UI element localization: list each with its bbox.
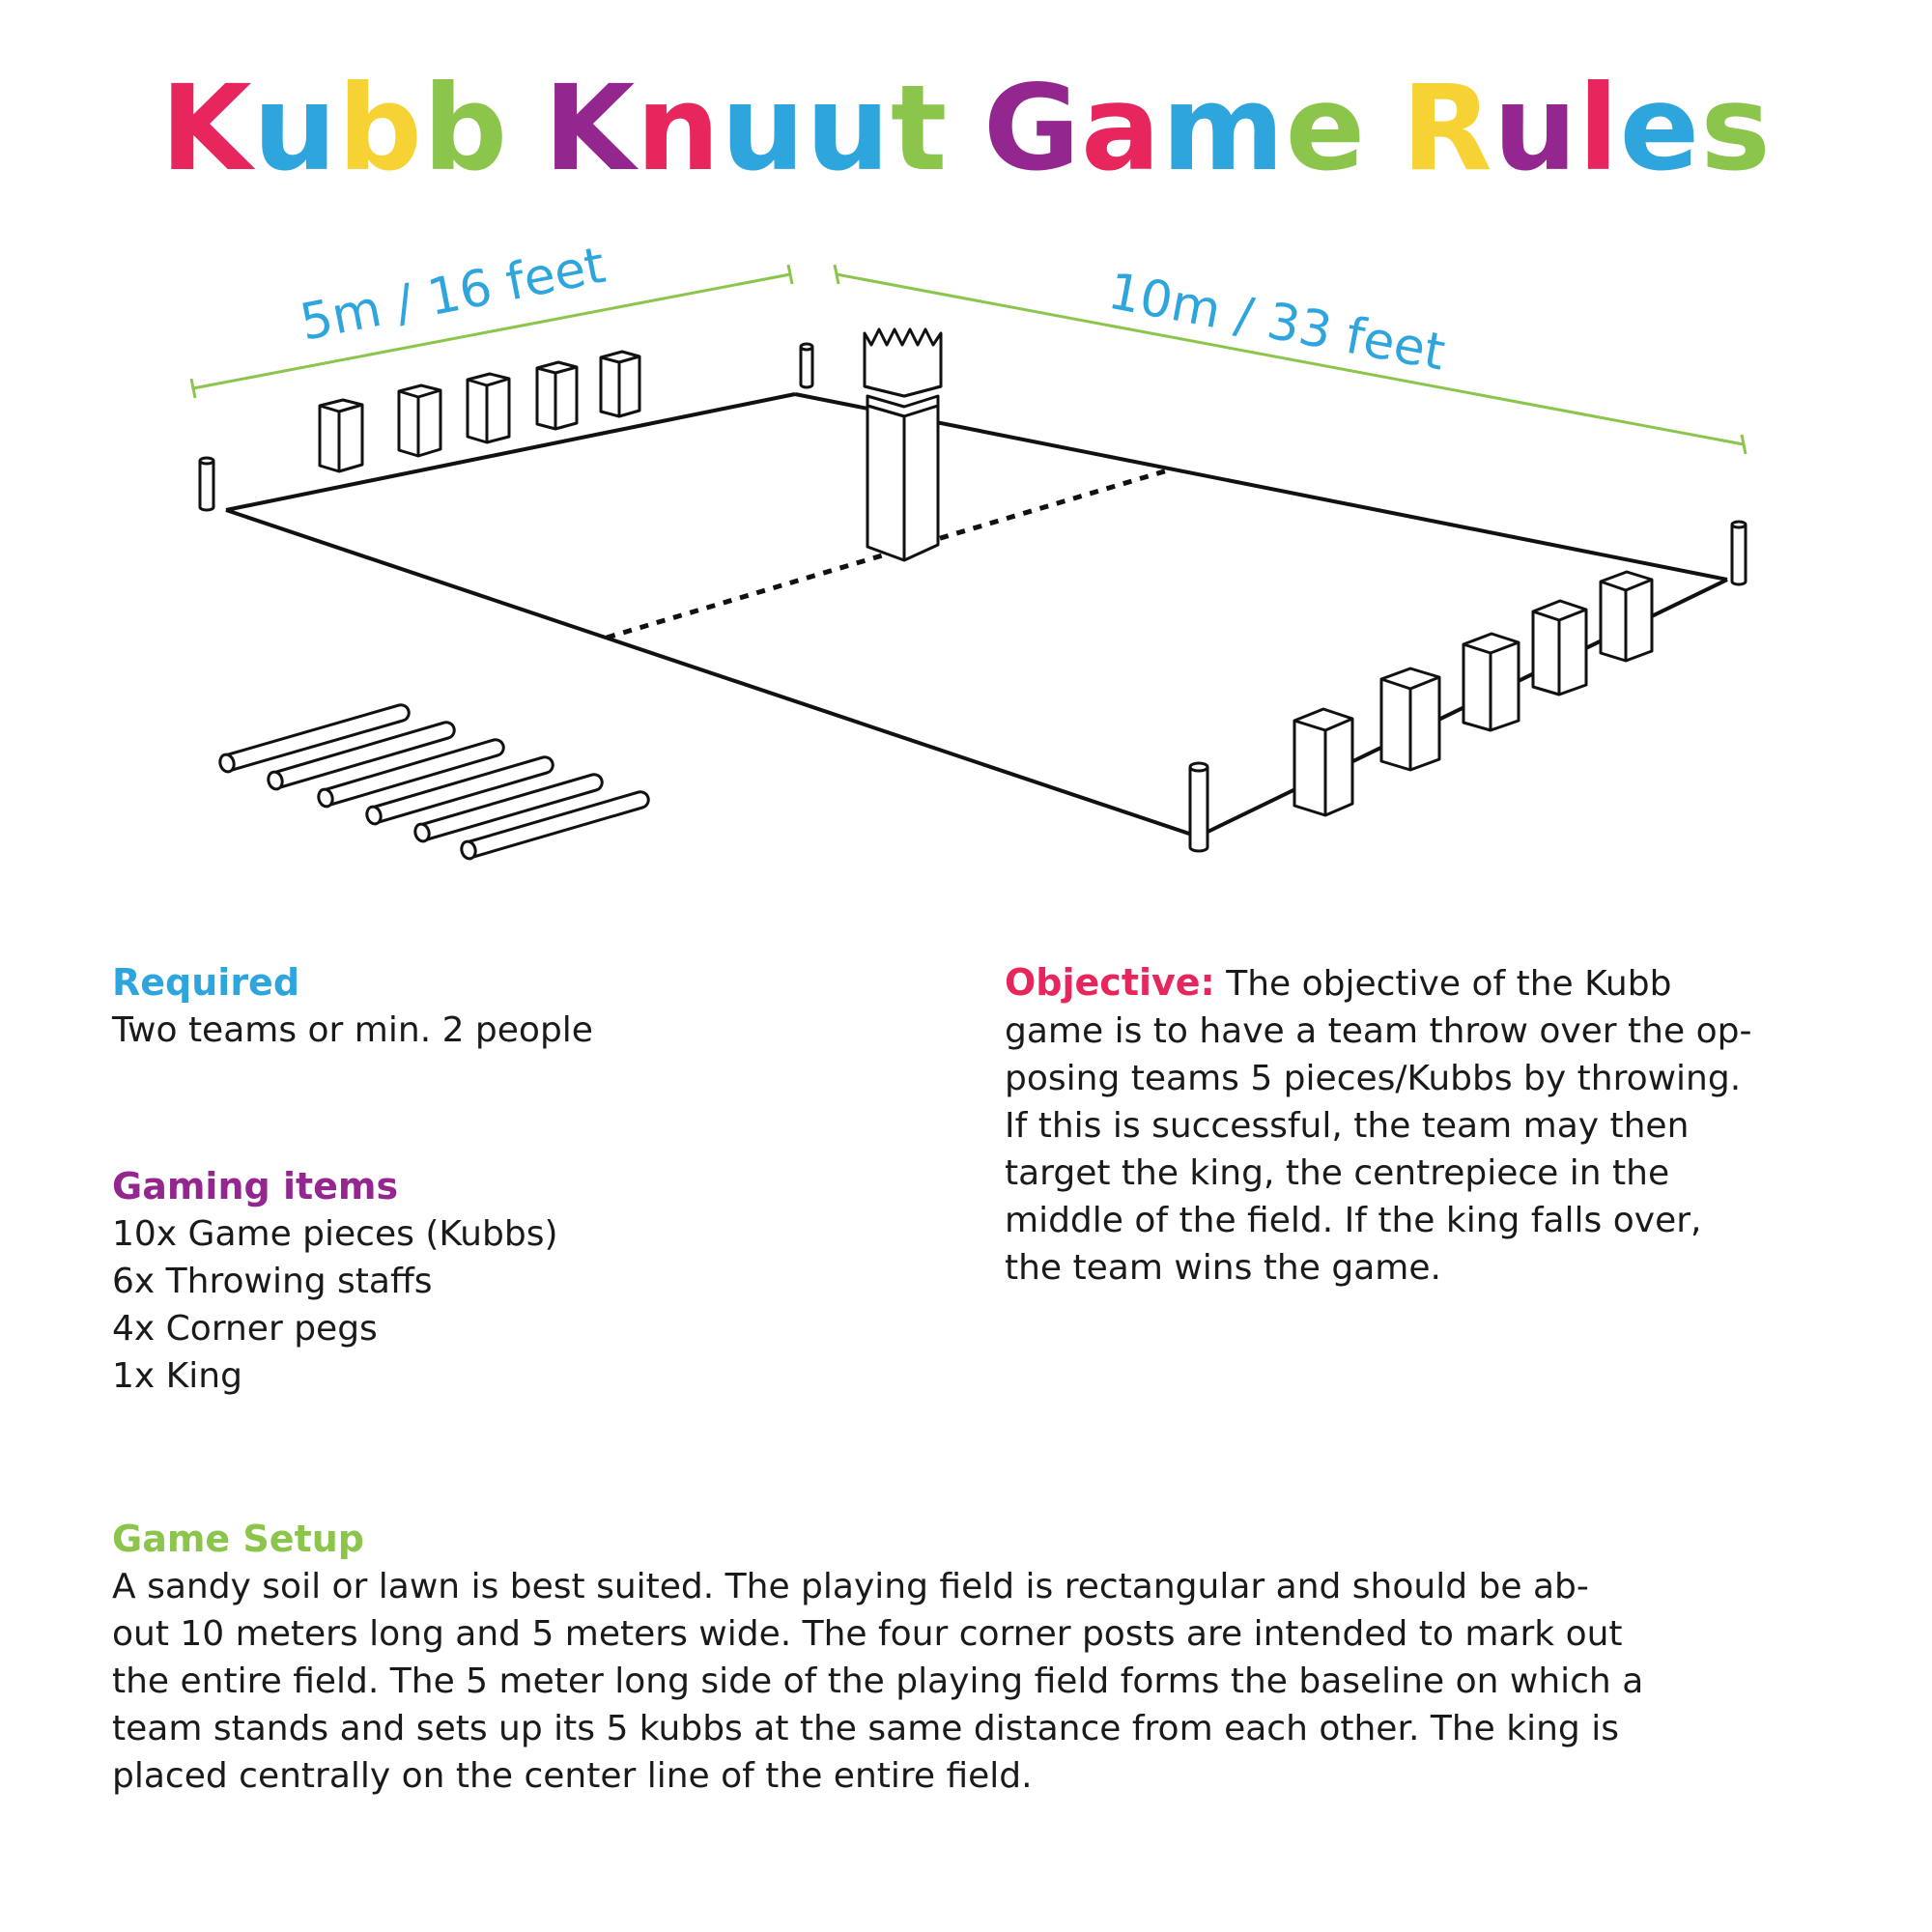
game-setup-section: [112, 1515, 1841, 1800]
objective-label: Objective:: [1005, 961, 1215, 1004]
king-icon: [865, 329, 941, 560]
title-letter: u: [806, 60, 891, 197]
title-letter: R: [1401, 60, 1493, 197]
title-letter: e: [1285, 60, 1367, 197]
objective-section: [1005, 958, 1855, 1292]
kubb-icon: [601, 352, 639, 416]
title-letter: b: [422, 60, 509, 197]
corner-peg-icon: [200, 458, 213, 510]
list-item: 4x Corner pegs: [112, 1309, 378, 1349]
title-letter: u: [1492, 60, 1578, 197]
corner-peg-icon: [1732, 522, 1746, 584]
gaming-items-section: [112, 1162, 962, 1400]
kubb-icon: [399, 385, 440, 456]
game-setup-text: the entire field. The 5 meter long side of the playing field forms the baseline on which a: [112, 1662, 1644, 1701]
title-letter: a: [1081, 60, 1162, 197]
title-letter: u: [721, 60, 807, 197]
title-letter: l: [1577, 60, 1620, 197]
corner-peg-icon: [801, 344, 812, 387]
objective-text: posing teams 5 pieces/Kubbs by throwing.: [1005, 1059, 1742, 1098]
kubb-icon: [1601, 572, 1652, 661]
length-dimension-line: [835, 262, 1746, 454]
kubb-icon: [1533, 601, 1586, 695]
gaming-items-list: [112, 1210, 962, 1400]
required-text: Two teams or min. 2 people: [112, 1010, 593, 1050]
title-letter: G: [982, 60, 1082, 197]
game-setup-heading: Game Setup: [112, 1518, 364, 1560]
title-letter: K: [160, 60, 253, 197]
title-letter: n: [636, 60, 722, 197]
kubb-icon: [1463, 634, 1519, 730]
list-item: 1x King: [112, 1356, 242, 1396]
kubb-icon: [1294, 709, 1352, 815]
objective-text: If this is successful, the team may then: [1005, 1106, 1690, 1146]
kubb-icon: [320, 400, 362, 471]
required-section: [112, 958, 962, 1054]
gaming-items-heading: Gaming items: [112, 1165, 399, 1208]
kubb-icon: [1381, 668, 1439, 770]
objective-text: middle of the field. If the king falls over,: [1005, 1201, 1702, 1240]
game-setup-text: out 10 meters long and 5 meters wide. The four corner posts are intended to mark out: [112, 1614, 1623, 1654]
title-letter: s: [1700, 60, 1772, 197]
title-letter: b: [337, 60, 423, 197]
width-dimension-label: 5m / 16 feet: [296, 236, 611, 353]
objective-line: [1005, 958, 1855, 1008]
kubb-icon: [537, 362, 577, 429]
kubb-icon: [468, 374, 509, 442]
list-item: 6x Throwing staffs: [112, 1262, 433, 1301]
objective-text: game is to have a team throw over the op-: [1005, 1011, 1752, 1051]
objective-text: target the king, the centrepiece in the: [1005, 1153, 1670, 1193]
title-letter: m: [1161, 60, 1286, 197]
title-letter: e: [1619, 60, 1701, 197]
title-letter: u: [252, 60, 338, 197]
corner-peg-icon: [1190, 763, 1208, 851]
length-dimension-label: 10m / 33 feet: [1103, 262, 1450, 383]
objective-text: The objective of the Kubb: [1214, 964, 1672, 1004]
required-heading: Required: [112, 961, 300, 1004]
game-setup-text: team stands and sets up its 5 kubbs at the same distance from each other. The king is: [112, 1709, 1619, 1748]
title-letter: t: [890, 60, 949, 197]
title-letter: K: [543, 60, 637, 197]
list-item: 10x Game pieces (Kubbs): [112, 1214, 558, 1254]
game-setup-text: A sandy soil or lawn is best suited. The playing field is rectangular and should be ab-: [112, 1567, 1589, 1606]
objective-text: the team wins the game.: [1005, 1248, 1441, 1288]
game-setup-text: placed centrally on the center line of the entire field.: [112, 1756, 1033, 1796]
